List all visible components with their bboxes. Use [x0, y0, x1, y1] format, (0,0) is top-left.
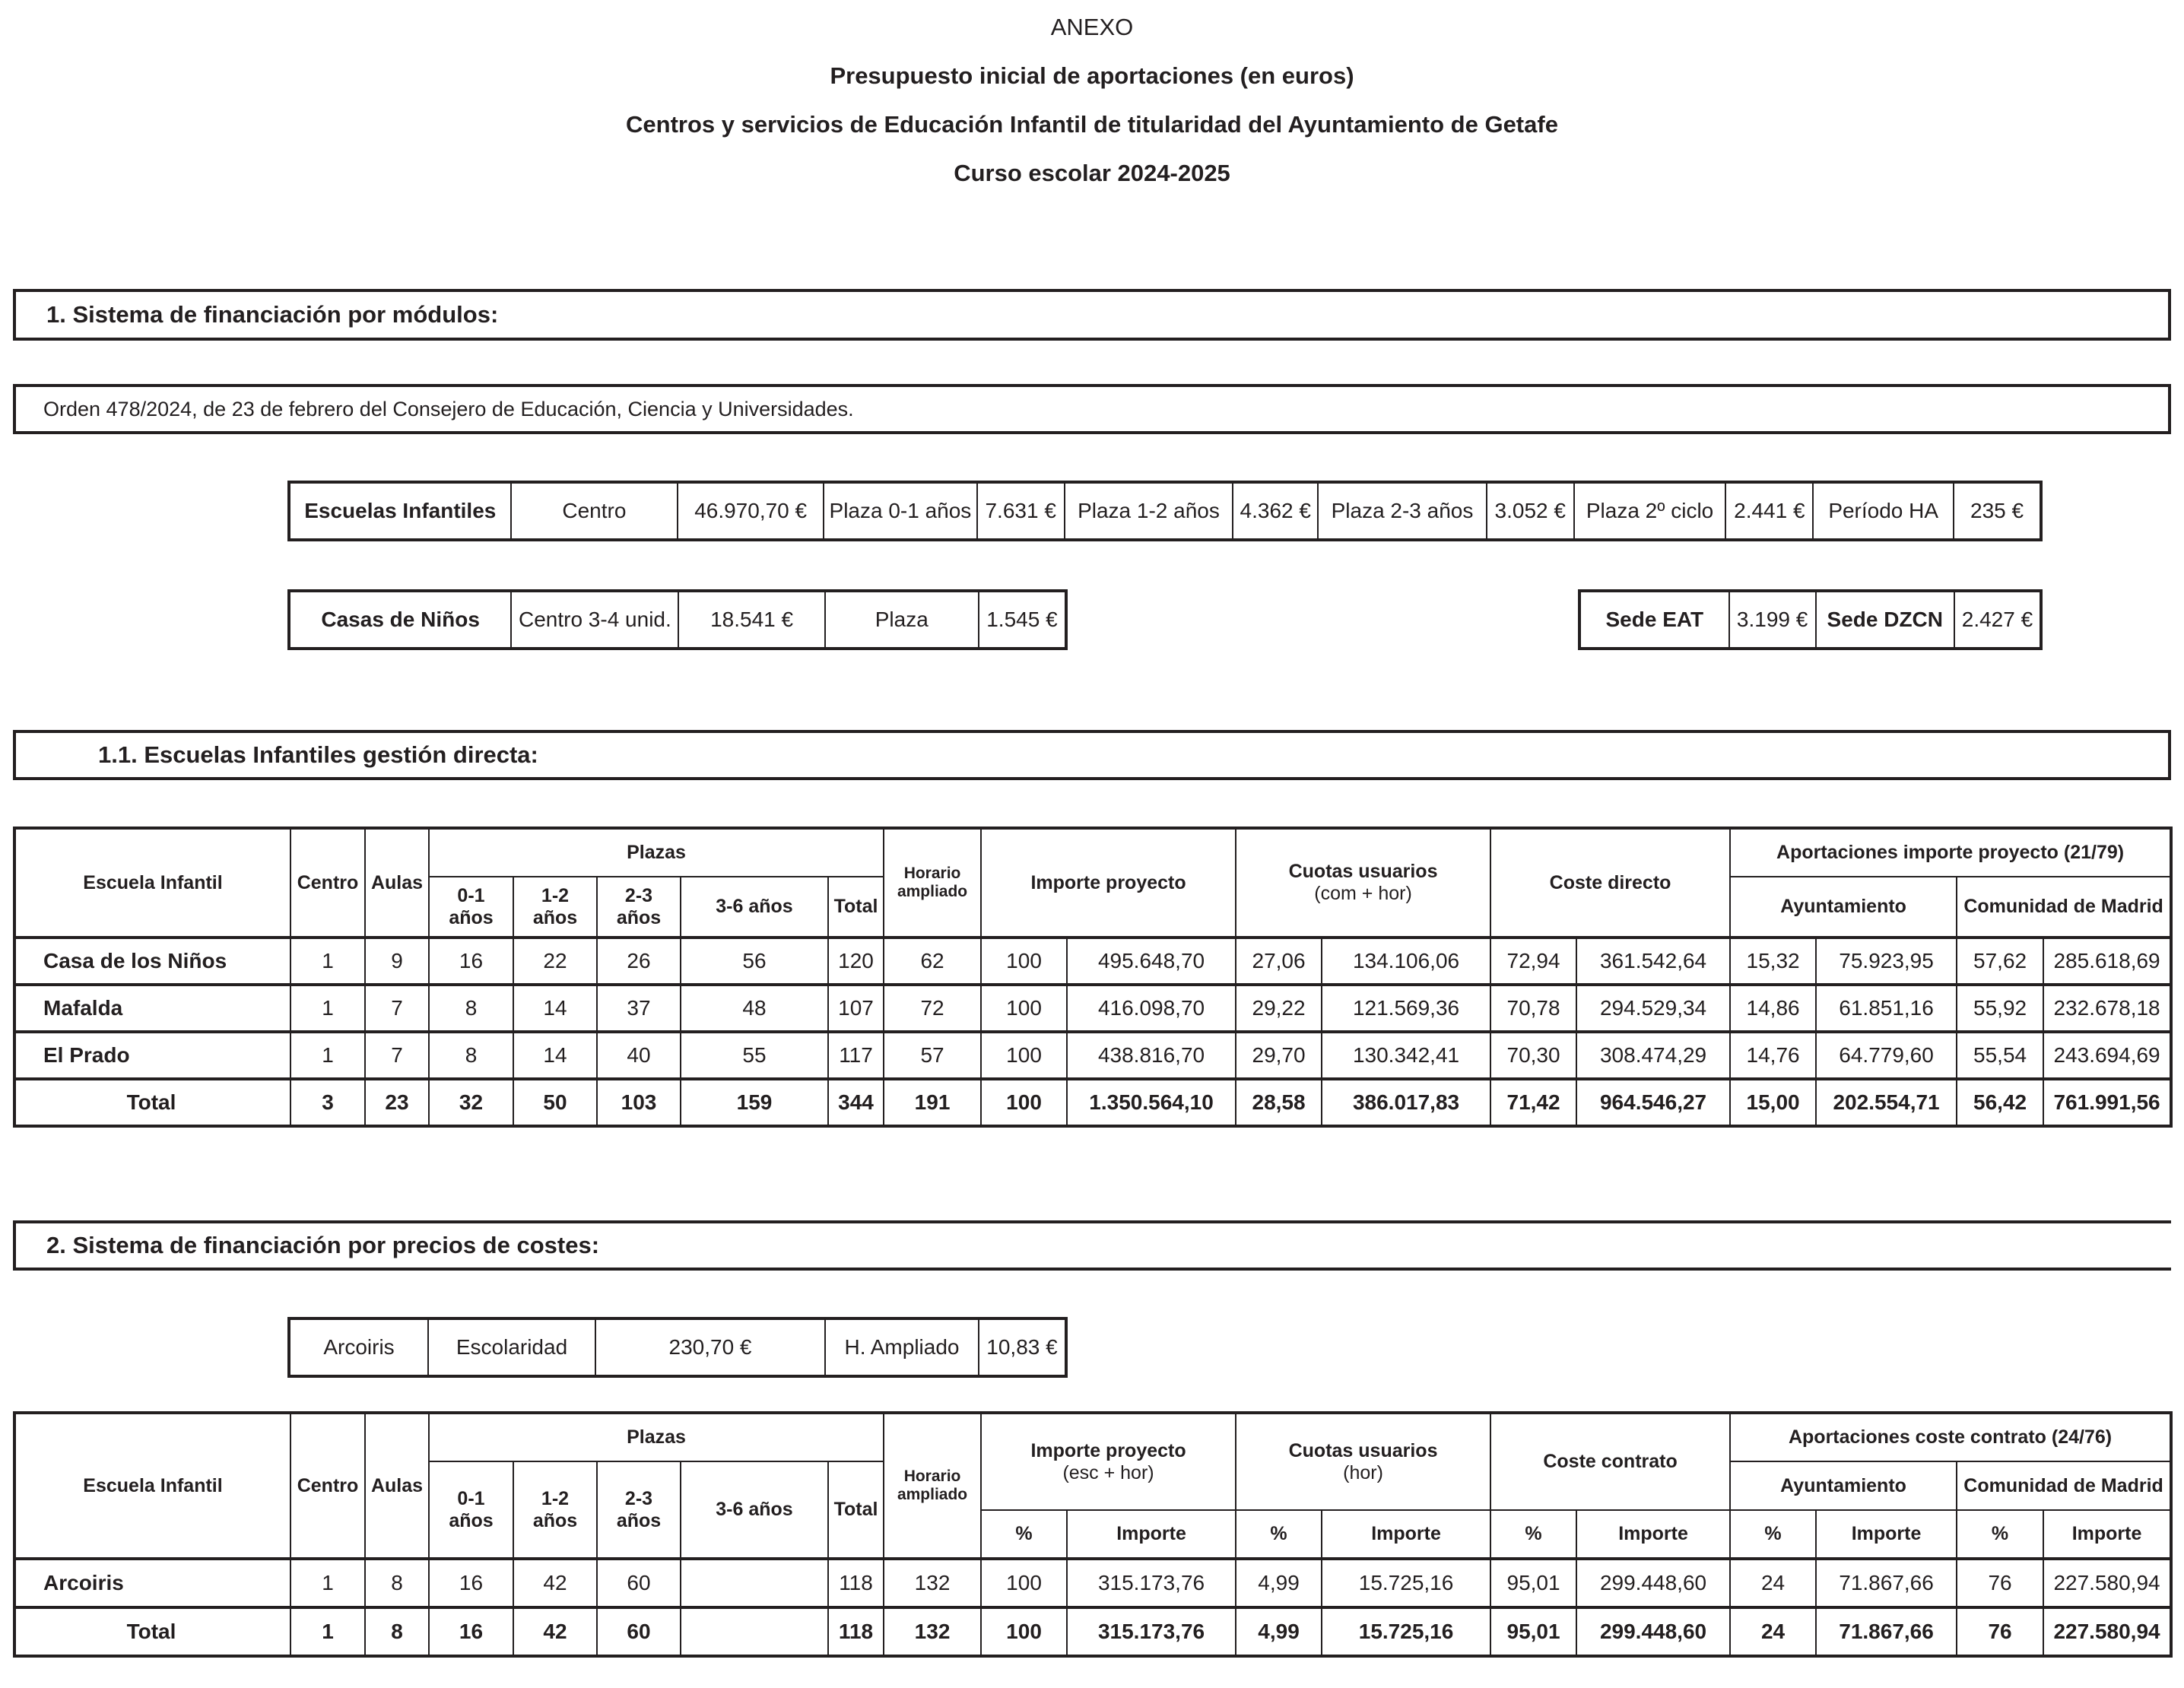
- col-header-horario: Horario ampliado: [884, 828, 981, 938]
- cell-coste: 361.542,64: [1576, 938, 1730, 985]
- cell-total: 344: [828, 1079, 884, 1126]
- cell-cuotas: 121.569,36: [1322, 985, 1490, 1032]
- module-label: Plaza 2-3 años: [1318, 482, 1487, 540]
- cell-p12: 14: [513, 1032, 597, 1079]
- cell-aulas: 8: [365, 1607, 429, 1656]
- section-1-1-header: [13, 730, 2171, 780]
- cell-cm: 227.580,94: [2043, 1559, 2171, 1607]
- cell-ayto-pct: 15,00: [1730, 1079, 1816, 1126]
- col-header-coste: Coste directo: [1490, 828, 1730, 938]
- cell-p01: 8: [429, 1032, 513, 1079]
- course-label: Curso escolar 2024-2025: [954, 160, 1230, 186]
- cell-name: Mafalda: [14, 985, 290, 1032]
- col-header-coste-pct: %: [1490, 1510, 1576, 1559]
- cell-ayto-pct: 14,86: [1730, 985, 1816, 1032]
- cell-name: Total: [14, 1079, 290, 1126]
- cell-cuotas: 130.342,41: [1322, 1032, 1490, 1079]
- col-header-cuotas: [1236, 1413, 1490, 1510]
- document-subtitle: Centros y servicios de Educación Infantil de titularidad del Ayuntamiento de Getafe: [626, 111, 1558, 138]
- cell-name: Total: [14, 1607, 290, 1656]
- importe-label: Importe proyecto: [1030, 1439, 1186, 1461]
- cell-cm-pct: 76: [1957, 1559, 2043, 1607]
- cell-coste: 294.529,34: [1576, 985, 1730, 1032]
- cell-p12: 22: [513, 938, 597, 985]
- cell-centro: 1: [290, 938, 365, 985]
- col-header-p36: 3-6 años: [681, 877, 828, 938]
- total-row: [14, 1607, 2171, 1656]
- escuelas-label: Escuelas Infantiles: [289, 482, 511, 540]
- cell-coste: 964.546,27: [1576, 1079, 1730, 1126]
- cell-coste: 299.448,60: [1576, 1607, 1730, 1656]
- col-header-aportaciones: Aportaciones importe proyecto (21/79): [1730, 828, 2171, 877]
- cell-centro: 1: [290, 1607, 365, 1656]
- col-header-coste-value: Importe: [1576, 1510, 1730, 1559]
- cell-total: 117: [828, 1032, 884, 1079]
- module-value: 18.541 €: [678, 591, 824, 649]
- cell-p36: 159: [681, 1079, 828, 1126]
- cell-total: 120: [828, 938, 884, 985]
- cell-ayto-pct: 24: [1730, 1607, 1816, 1656]
- module-value: 3.052 €: [1487, 482, 1574, 540]
- cell-p01: 8: [429, 985, 513, 1032]
- cuotas-label: Cuotas usuarios: [1288, 861, 1438, 882]
- escuelas-modules-table: [287, 481, 2043, 541]
- precios-costes-table: [13, 1411, 2173, 1658]
- document-title: Presupuesto inicial de aportaciones (en euros): [830, 62, 1354, 89]
- col-header-p23: 2-3 años: [597, 1461, 681, 1559]
- cell-horario: 132: [884, 1559, 981, 1607]
- cell-p23: 103: [597, 1079, 681, 1126]
- cell-cuotas-pct: 29,70: [1236, 1032, 1322, 1079]
- cell-importe: 416.098,70: [1067, 985, 1236, 1032]
- table-row: [14, 985, 2171, 1032]
- cell-p12: 14: [513, 985, 597, 1032]
- cell-coste-pct: 95,01: [1490, 1607, 1576, 1656]
- cell-aulas: 7: [365, 985, 429, 1032]
- col-header-total: Total: [828, 1461, 884, 1559]
- cell-p36: [681, 1559, 828, 1607]
- cell-p01: 16: [429, 1559, 513, 1607]
- cell-importe-pct: 100: [981, 938, 1067, 985]
- cell-importe-pct: 100: [981, 1079, 1067, 1126]
- col-header-cm-pct: %: [1957, 1510, 2043, 1559]
- cell-name: Arcoiris: [14, 1559, 290, 1607]
- cell-importe-pct: 100: [981, 1607, 1067, 1656]
- regulation-note: [13, 384, 2171, 434]
- cell-cuotas: 386.017,83: [1322, 1079, 1490, 1126]
- cell-importe-pct: 100: [981, 1032, 1067, 1079]
- importe-sublabel: (esc + hor): [1062, 1461, 1154, 1483]
- cell-horario: 191: [884, 1079, 981, 1126]
- cell-cm: 243.694,69: [2043, 1032, 2171, 1079]
- col-header-p12: 1-2 años: [513, 1461, 597, 1559]
- col-header-p12: 1-2 años: [513, 877, 597, 938]
- cell-coste-pct: 71,42: [1490, 1079, 1576, 1126]
- regulation-note-text: Orden 478/2024, de 23 de febrero del Consejero de Educación, Ciencia y Universidades.: [43, 397, 854, 420]
- cell-ayto: 202.554,71: [1816, 1079, 1957, 1126]
- col-header-importe-pct: %: [981, 1510, 1067, 1559]
- cell-cm: 761.991,56: [2043, 1079, 2171, 1126]
- sede-value: 2.427 €: [1954, 591, 2041, 649]
- cell-importe: 315.173,76: [1067, 1607, 1236, 1656]
- cell-cm-pct: 57,62: [1957, 938, 2043, 985]
- cell-p01: 32: [429, 1079, 513, 1126]
- cell-ayto: 71.867,66: [1816, 1607, 1957, 1656]
- col-header-total: Total: [828, 877, 884, 938]
- cell-cuotas: 134.106,06: [1322, 938, 1490, 985]
- cell-aulas: 7: [365, 1032, 429, 1079]
- cell-importe-pct: 100: [981, 1559, 1067, 1607]
- col-header-aulas: Aulas: [365, 1413, 429, 1559]
- col-header-cuotas: [1236, 828, 1490, 938]
- casas-label: Casas de Niños: [289, 591, 511, 649]
- cell-centro: 1: [290, 1559, 365, 1607]
- col-header-ayto: Ayuntamiento: [1730, 877, 1957, 938]
- col-header-cm: Comunidad de Madrid: [1957, 877, 2171, 938]
- col-header-p23: 2-3 años: [597, 877, 681, 938]
- cell-cm-pct: 55,54: [1957, 1032, 2043, 1079]
- module-value: 7.631 €: [977, 482, 1065, 540]
- section-2-title: 2. Sistema de financiación por precios de costes:: [46, 1232, 600, 1258]
- cell-p23: 37: [597, 985, 681, 1032]
- col-header-cm-value: Importe: [2043, 1510, 2171, 1559]
- module-label: Período HA: [1813, 482, 1954, 540]
- cell-importe: 495.648,70: [1067, 938, 1236, 985]
- price-label: H. Ampliado: [825, 1318, 979, 1376]
- module-label: Plaza: [825, 591, 979, 649]
- cell-p01: 16: [429, 1607, 513, 1656]
- module-value: 46.970,70 €: [678, 482, 824, 540]
- cell-coste-pct: 95,01: [1490, 1559, 1576, 1607]
- cell-horario: 72: [884, 985, 981, 1032]
- module-value: 235 €: [1954, 482, 2041, 540]
- cell-p23: 40: [597, 1032, 681, 1079]
- sede-value: 3.199 €: [1729, 591, 1816, 649]
- cuotas-sublabel: (hor): [1343, 1461, 1383, 1483]
- cell-p36: [681, 1607, 828, 1656]
- module-label: Plaza 1-2 años: [1065, 482, 1233, 540]
- table-row: [14, 1559, 2171, 1607]
- casas-modules-table: [287, 589, 1068, 650]
- cell-coste-pct: 70,78: [1490, 985, 1576, 1032]
- col-header-plazas: Plazas: [429, 1413, 884, 1461]
- cell-total: 118: [828, 1559, 884, 1607]
- cell-p36: 48: [681, 985, 828, 1032]
- col-header-importe: Importe proyecto: [981, 828, 1236, 938]
- cell-cuotas-pct: 27,06: [1236, 938, 1322, 985]
- price-value: 10,83 €: [979, 1318, 1066, 1376]
- sede-label: Sede EAT: [1579, 591, 1729, 649]
- col-header-p01: 0-1 años: [429, 877, 513, 938]
- col-header-cuotas-value: Importe: [1322, 1510, 1490, 1559]
- cell-name: Casa de los Niños: [14, 938, 290, 985]
- col-header-cuotas-pct: %: [1236, 1510, 1322, 1559]
- cell-cuotas-pct: 28,58: [1236, 1079, 1322, 1126]
- cell-centro: 1: [290, 1032, 365, 1079]
- section-1-header: [13, 289, 2171, 341]
- module-label: Plaza 2º ciclo: [1574, 482, 1726, 540]
- cell-ayto: 75.923,95: [1816, 938, 1957, 985]
- total-row: [14, 1079, 2171, 1126]
- cell-ayto: 71.867,66: [1816, 1559, 1957, 1607]
- col-header-ayto-value: Importe: [1816, 1510, 1957, 1559]
- cuotas-label: Cuotas usuarios: [1288, 1439, 1438, 1461]
- price-school-name: Arcoiris: [289, 1318, 428, 1376]
- col-header-importe: [981, 1413, 1236, 1510]
- cell-cm-pct: 76: [1957, 1607, 2043, 1656]
- cell-coste-pct: 72,94: [1490, 938, 1576, 985]
- cell-cuotas-pct: 4,99: [1236, 1607, 1322, 1656]
- col-header-p01: 0-1 años: [429, 1461, 513, 1559]
- sedes-table: [1578, 589, 2043, 650]
- cell-horario: 57: [884, 1032, 981, 1079]
- cell-ayto: 64.779,60: [1816, 1032, 1957, 1079]
- cell-centro: 1: [290, 985, 365, 1032]
- cell-aulas: 23: [365, 1079, 429, 1126]
- cell-p36: 56: [681, 938, 828, 985]
- cell-importe: 1.350.564,10: [1067, 1079, 1236, 1126]
- cell-coste-pct: 70,30: [1490, 1032, 1576, 1079]
- cell-aulas: 9: [365, 938, 429, 985]
- col-header-importe-value: Importe: [1067, 1510, 1236, 1559]
- cell-cuotas: 15.725,16: [1322, 1559, 1490, 1607]
- cell-cm-pct: 55,92: [1957, 985, 2043, 1032]
- col-header-plazas: Plazas: [429, 828, 884, 877]
- cell-p12: 50: [513, 1079, 597, 1126]
- section-2-header: [13, 1220, 2171, 1271]
- col-header-centro: Centro: [290, 1413, 365, 1559]
- module-label: Centro: [511, 482, 678, 540]
- cell-p12: 42: [513, 1559, 597, 1607]
- col-header-coste: Coste contrato: [1490, 1413, 1730, 1510]
- arcoiris-prices-table: [287, 1317, 1068, 1378]
- module-value: 4.362 €: [1233, 482, 1318, 540]
- col-header-aulas: Aulas: [365, 828, 429, 938]
- cell-total: 107: [828, 985, 884, 1032]
- cell-name: El Prado: [14, 1032, 290, 1079]
- col-header-escuela: Escuela Infantil: [14, 1413, 290, 1559]
- col-header-escuela: Escuela Infantil: [14, 828, 290, 938]
- col-header-horario: Horario ampliado: [884, 1413, 981, 1559]
- col-header-centro: Centro: [290, 828, 365, 938]
- section-1-1-title: 1.1. Escuelas Infantiles gestión directa:: [98, 741, 538, 768]
- cell-ayto-pct: 24: [1730, 1559, 1816, 1607]
- cell-ayto-pct: 15,32: [1730, 938, 1816, 985]
- module-label: Centro 3-4 unid.: [511, 591, 678, 649]
- table-row: [14, 1032, 2171, 1079]
- module-value: 2.441 €: [1725, 482, 1813, 540]
- cell-p23: 60: [597, 1559, 681, 1607]
- cell-importe-pct: 100: [981, 985, 1067, 1032]
- price-value: 230,70 €: [595, 1318, 825, 1376]
- cell-p23: 60: [597, 1607, 681, 1656]
- cell-importe: 438.816,70: [1067, 1032, 1236, 1079]
- gestion-directa-table: [13, 827, 2173, 1128]
- cell-coste: 299.448,60: [1576, 1559, 1730, 1607]
- cell-ayto-pct: 14,76: [1730, 1032, 1816, 1079]
- cell-p01: 16: [429, 938, 513, 985]
- sede-label: Sede DZCN: [1816, 591, 1954, 649]
- cell-cm-pct: 56,42: [1957, 1079, 2043, 1126]
- col-header-ayto: Ayuntamiento: [1730, 1461, 1957, 1510]
- cell-cuotas-pct: 4,99: [1236, 1559, 1322, 1607]
- cell-aulas: 8: [365, 1559, 429, 1607]
- cell-cuotas-pct: 29,22: [1236, 985, 1322, 1032]
- col-header-cm: Comunidad de Madrid: [1957, 1461, 2171, 1510]
- cell-total: 118: [828, 1607, 884, 1656]
- cell-centro: 3: [290, 1079, 365, 1126]
- col-header-p36: 3-6 años: [681, 1461, 828, 1559]
- cell-p36: 55: [681, 1032, 828, 1079]
- col-header-aportaciones: Aportaciones coste contrato (24/76): [1730, 1413, 2171, 1461]
- cell-p12: 42: [513, 1607, 597, 1656]
- section-1-title: 1. Sistema de financiación por módulos:: [46, 301, 499, 328]
- cuotas-sublabel: (com + hor): [1314, 883, 1412, 904]
- cell-cm: 227.580,94: [2043, 1607, 2171, 1656]
- cell-importe: 315.173,76: [1067, 1559, 1236, 1607]
- cell-cm: 232.678,18: [2043, 985, 2171, 1032]
- col-header-ayto-pct: %: [1730, 1510, 1816, 1559]
- module-value: 1.545 €: [979, 591, 1066, 649]
- cell-horario: 132: [884, 1607, 981, 1656]
- price-label: Escolaridad: [428, 1318, 595, 1376]
- cell-p23: 26: [597, 938, 681, 985]
- table-row: [14, 938, 2171, 985]
- module-label: Plaza 0-1 años: [824, 482, 977, 540]
- cell-coste: 308.474,29: [1576, 1032, 1730, 1079]
- annex-label: ANEXO: [1050, 14, 1134, 40]
- cell-cm: 285.618,69: [2043, 938, 2171, 985]
- cell-cuotas: 15.725,16: [1322, 1607, 1490, 1656]
- cell-ayto: 61.851,16: [1816, 985, 1957, 1032]
- cell-horario: 62: [884, 938, 981, 985]
